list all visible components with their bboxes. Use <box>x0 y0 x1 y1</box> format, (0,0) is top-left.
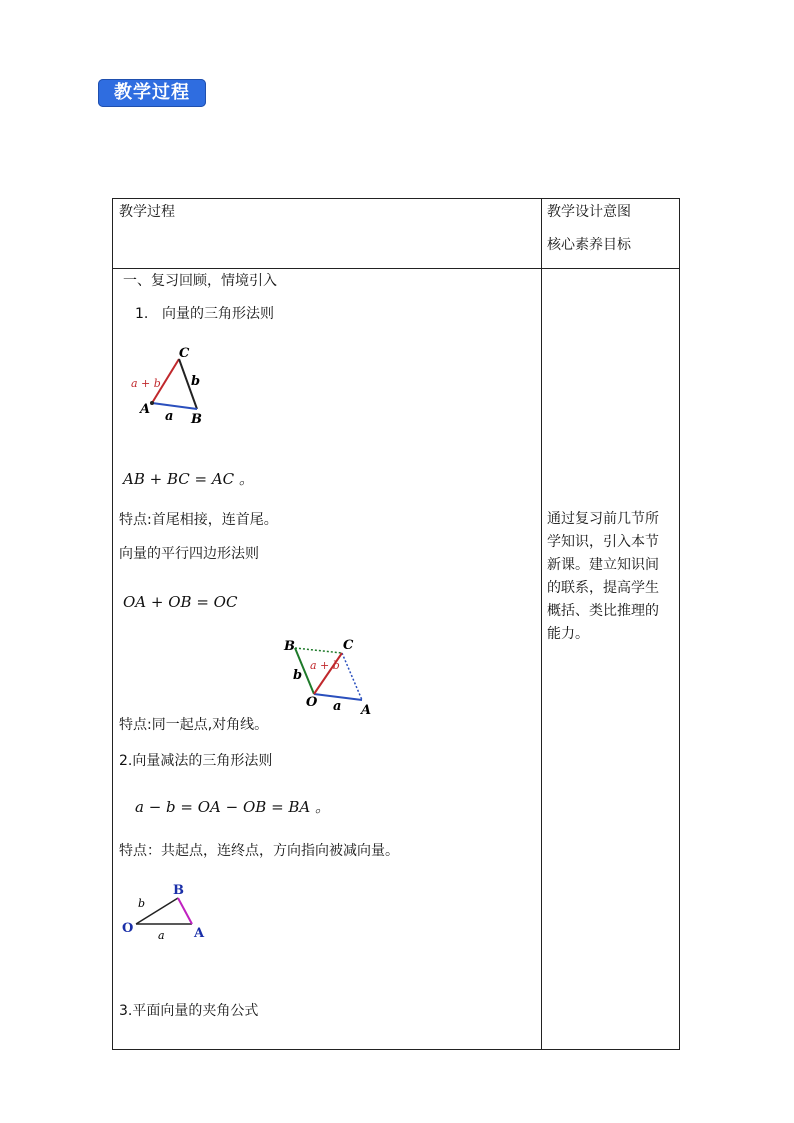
parallelogram-title: 向量的平行四边形法则 <box>119 546 259 562</box>
formula-triangle-rule: AB + BC = AC 。 <box>123 470 254 488</box>
item2-title: 2.向量减法的三角形法则 <box>119 753 273 769</box>
formula-subtraction-rule: a − b = OA − OB = BA 。 <box>135 798 331 816</box>
feature-parallelogram-rule: 特点:同一起点,对角线。 <box>119 717 269 733</box>
fig1-label-A: A <box>140 402 151 417</box>
header-design-intent: 教学设计意图 <box>547 204 631 220</box>
subtraction-rule-figure <box>120 880 215 945</box>
fig2-label-a: a <box>333 699 342 714</box>
fig2-label-B: B <box>284 639 295 654</box>
fig3-label-b: b <box>138 897 146 910</box>
fig2-label-b: b <box>293 668 303 683</box>
header-divider <box>113 268 679 269</box>
item1-number: 1. <box>135 306 149 322</box>
fig2-label-A: A <box>361 703 372 718</box>
design-intent-text: 通过复习前几节所学知识，引入本节新课。建立知识间的联系，提高学生概括、类比推理的能力。 <box>547 511 659 642</box>
parallelogram-rule-figure <box>280 632 380 722</box>
fig3-label-a: a <box>158 929 165 942</box>
triangle-rule-figure <box>125 345 215 430</box>
item1-title: 向量的三角形法则 <box>162 306 274 322</box>
fig1-label-b: b <box>191 374 201 389</box>
column-divider <box>541 199 542 1049</box>
fig1-label-sum: a + b <box>131 377 161 390</box>
fig1-label-a: a <box>165 409 174 424</box>
fig2-label-sum: a + b <box>310 659 340 672</box>
fig3-label-A: A <box>194 926 205 941</box>
section-title: 一、复习回顾，情境引入 <box>123 273 277 289</box>
header-core-goal: 核心素养目标 <box>547 237 631 253</box>
feature-triangle-rule: 特点:首尾相接，连首尾。 <box>119 512 278 528</box>
item3-title: 3.平面向量的夹角公式 <box>119 1003 259 1019</box>
fig3-label-B: B <box>173 883 184 898</box>
fig2-label-C: C <box>343 638 354 653</box>
section-banner: 教学过程 <box>98 79 206 107</box>
fig1-label-B: B <box>191 412 202 427</box>
formula-parallelogram-rule: OA + OB = OC <box>123 593 238 611</box>
fig3-label-O: O <box>122 921 134 936</box>
header-process: 教学过程 <box>119 204 175 220</box>
feature-subtraction-rule: 特点：共起点，连终点，方向指向被减向量。 <box>119 843 399 859</box>
fig1-label-C: C <box>179 346 190 361</box>
fig2-label-O: O <box>306 695 318 710</box>
